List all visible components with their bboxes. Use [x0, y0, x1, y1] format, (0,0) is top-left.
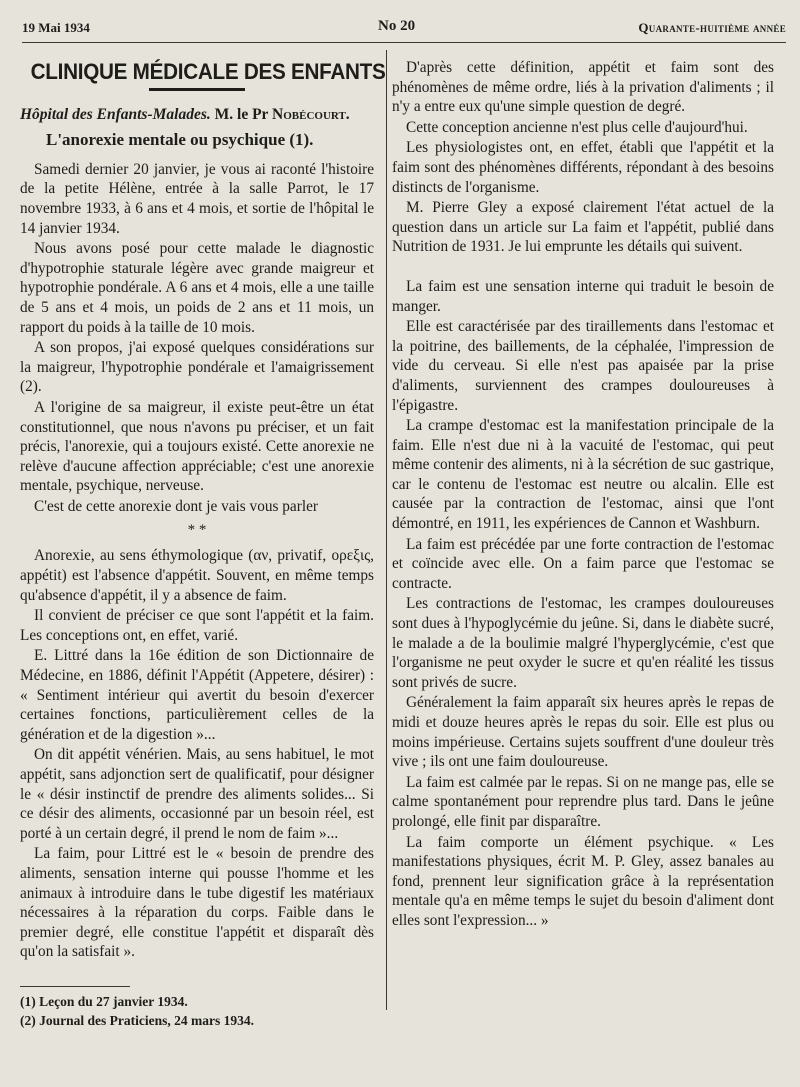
body-paragraph: La crampe d'estomac est la manifestation principale de la faim. Elle n'est due ni à la vacuité de l'estomac, qui peut même contenir des aliments, ni à la sécrétion de suc gastrique, car le contenu de l'estomac est neutre ou alcalin. Elle est causée par la contraction de l'estomac, ainsi que l'ont démontré, en 1911, les expériences de Cannon et Washburn. — [392, 417, 774, 533]
left-column — [20, 58, 386, 1031]
body-paragraph: Anorexie, au sens éthymologique (αν, privatif, ορεξις, appétit) est l'absence d'appétit. Souvent, en même temps qu'absence d'appétit, il y a absence de faim. — [20, 547, 374, 604]
footnote: (2) Journal des Praticiens, 24 mars 1934. — [20, 1012, 254, 1028]
hospital-name: Hôpital des Enfants-Malades. — [20, 105, 211, 123]
section-divider-stars: * * — [187, 522, 207, 539]
body-paragraph: C'est de cette anorexie dont je vais vous parler — [34, 497, 318, 515]
article-title: L'anorexie mentale ou psychique (1). — [46, 130, 314, 150]
body-paragraph: Il convient de préciser ce que sont l'appétit et la faim. Les conceptions ont, en effet, varié. — [20, 607, 374, 644]
body-paragraph: A l'origine de sa maigreur, il existe peut-être un état constitutionnel, que nous n'avons pu préciser, et un fait précis, l'anorexie, qui a toujours existé. Cette anorexie ne relève d'aucune affection appréciable; c'est une anorexie mentale, psychique, nerveuse. — [20, 398, 374, 495]
professor-name: Nobécourt. — [272, 105, 350, 123]
body-paragraph: La faim est calmée par le repas. Si on ne mange pas, elle se calme spontanément pour reprendre plus tard. Dans le jeûne prolongé, elle finit par disparaître. — [392, 773, 774, 830]
body-paragraph: Nous avons posé pour cette malade le diagnostic d'hypotrophie staturale légère avec grande maigreur et hypotrophie pondérale. A 6 ans et 4 mois, elle a une taille de 5 ans et 4 mois, un poids de 2 ans et 11 mois, un rapport du poids à la taille de 10 mois. — [20, 240, 374, 336]
body-paragraph: Elle est caractérisée par des tiraillements dans l'estomac et la poitrine, des baillements, de la céphalée, l'impression de vide du cerveau. Si elle n'est pas apaisée par la prise d'aliments, surviennent des crampes douloureuses à l'épigastre. — [392, 318, 774, 414]
column-rule — [386, 50, 387, 1010]
title-rule — [149, 88, 245, 91]
body-paragraph: La faim est précédée par une forte contraction de l'estomac et coïncide avec elle. On a faim parce que l'estomac se contracte. — [392, 535, 774, 592]
page-header — [22, 18, 786, 38]
body-paragraph: Les physiologistes ont, en effet, établi que l'appétit et la faim sont des phénomènes différents, répondant à des besoins distincts de l'organisme. — [392, 139, 774, 196]
body-paragraph: D'après cette définition, appétit et faim sont des phénomènes de même ordre, liés à la privation d'aliments ; il n'y a entre eux qu'une simple question de degré. — [392, 59, 774, 116]
body-paragraph: E. Littré dans la 16e édition de son Dictionnaire de Médecine, en 1886, définit l'Appétit (Appetere, désirer) : « Sentiment intérieur qui avertit du besoin d'exercer certaines fonctions, particulièrement celles de la génération et de la digestion »... — [20, 647, 374, 743]
body-paragraph: Généralement la faim apparaît six heures après le repas de midi et douze heures après le repas du soir. Elle est plus ou moins impérieuse. Certains sujets souffrent d'une douleur très vive ; ils ont une faim douloureuse. — [392, 694, 774, 771]
volume-year: Quarante-huitième année — [638, 20, 786, 35]
header-rule — [22, 42, 786, 43]
body-paragraph: On dit appétit vénérien. Mais, au sens habituel, le mot appétit, sans adjonction sert de qualificatif, pour désigner le « désir instinctif de prendre des aliments solides... Si ce désir des aliments, occasionné par un besoin réel, est porté à un certain degré, il prend le nom de faim »... — [20, 746, 374, 842]
body-paragraph: Les contractions de l'estomac, les crampes douloureuses sont dues à l'hypoglycémie du jeûne. Si, dans le diabète sucré, le malade a de la boulimie malgré l'hyperglycémie, c'est que l'organisme ne peut oxyder le sucre et qu'en réalité les tissus sont privés de sucre. — [392, 595, 774, 691]
professor-prefix: M. le Pr — [214, 105, 273, 123]
footnote: (1) Leçon du 27 janvier 1934. — [20, 993, 188, 1009]
body-paragraph: La faim comporte un élément psychique. « Les manifestations physiques, écrit M. P. Gley, assez banales au fond, prennent leur signification grâce à la représentation mentale qu'a en même temps le sujet du besoin d'aliment dont elles sont l'expression... » — [392, 833, 774, 929]
body-paragraph: La faim, pour Littré est le « besoin de prendre des aliments, sensation interne qui pousse l'homme et les animaux à introduire dans le tube digestif les matériaux nécessaires à la réparation du corps. Faible dans le premier degré, elle constitue l'appétit et disparaît dès qu'on la satisfait ». — [20, 845, 374, 961]
issue-date: 19 Mai 1934 — [22, 20, 90, 35]
body-paragraph: La faim est une sensation interne qui traduit le besoin de manger. — [392, 277, 774, 315]
issue-number: No 20 — [378, 18, 416, 34]
body-paragraph: Cette conception ancienne n'est plus celle d'aujourd'hui. — [406, 118, 748, 136]
body-paragraph: A son propos, j'ai exposé quelques considérations sur la maigreur, l'hypotrophie pondérale et l'amaigrissement (2). — [20, 339, 374, 396]
section-title: CLINIQUE MÉDICALE DES ENFANTS — [30, 59, 386, 84]
body-paragraph: M. Pierre Gley a exposé clairement l'état actuel de la question dans un article sur La faim et l'appétit, publié dans Nutrition de 1931. Je lui emprunte les détails qui suivent. — [392, 199, 774, 256]
right-column — [392, 58, 774, 932]
body-paragraph: Samedi dernier 20 janvier, je vous ai raconté l'histoire de la petite Hélène, entrée à la salle Parrot, le 17 novembre 1933, à 6 ans et 4 mois, et sortie de l'hôpital le 14 janvier 1934. — [20, 160, 374, 237]
hospital-line — [20, 105, 374, 125]
footnote-rule — [20, 986, 130, 987]
